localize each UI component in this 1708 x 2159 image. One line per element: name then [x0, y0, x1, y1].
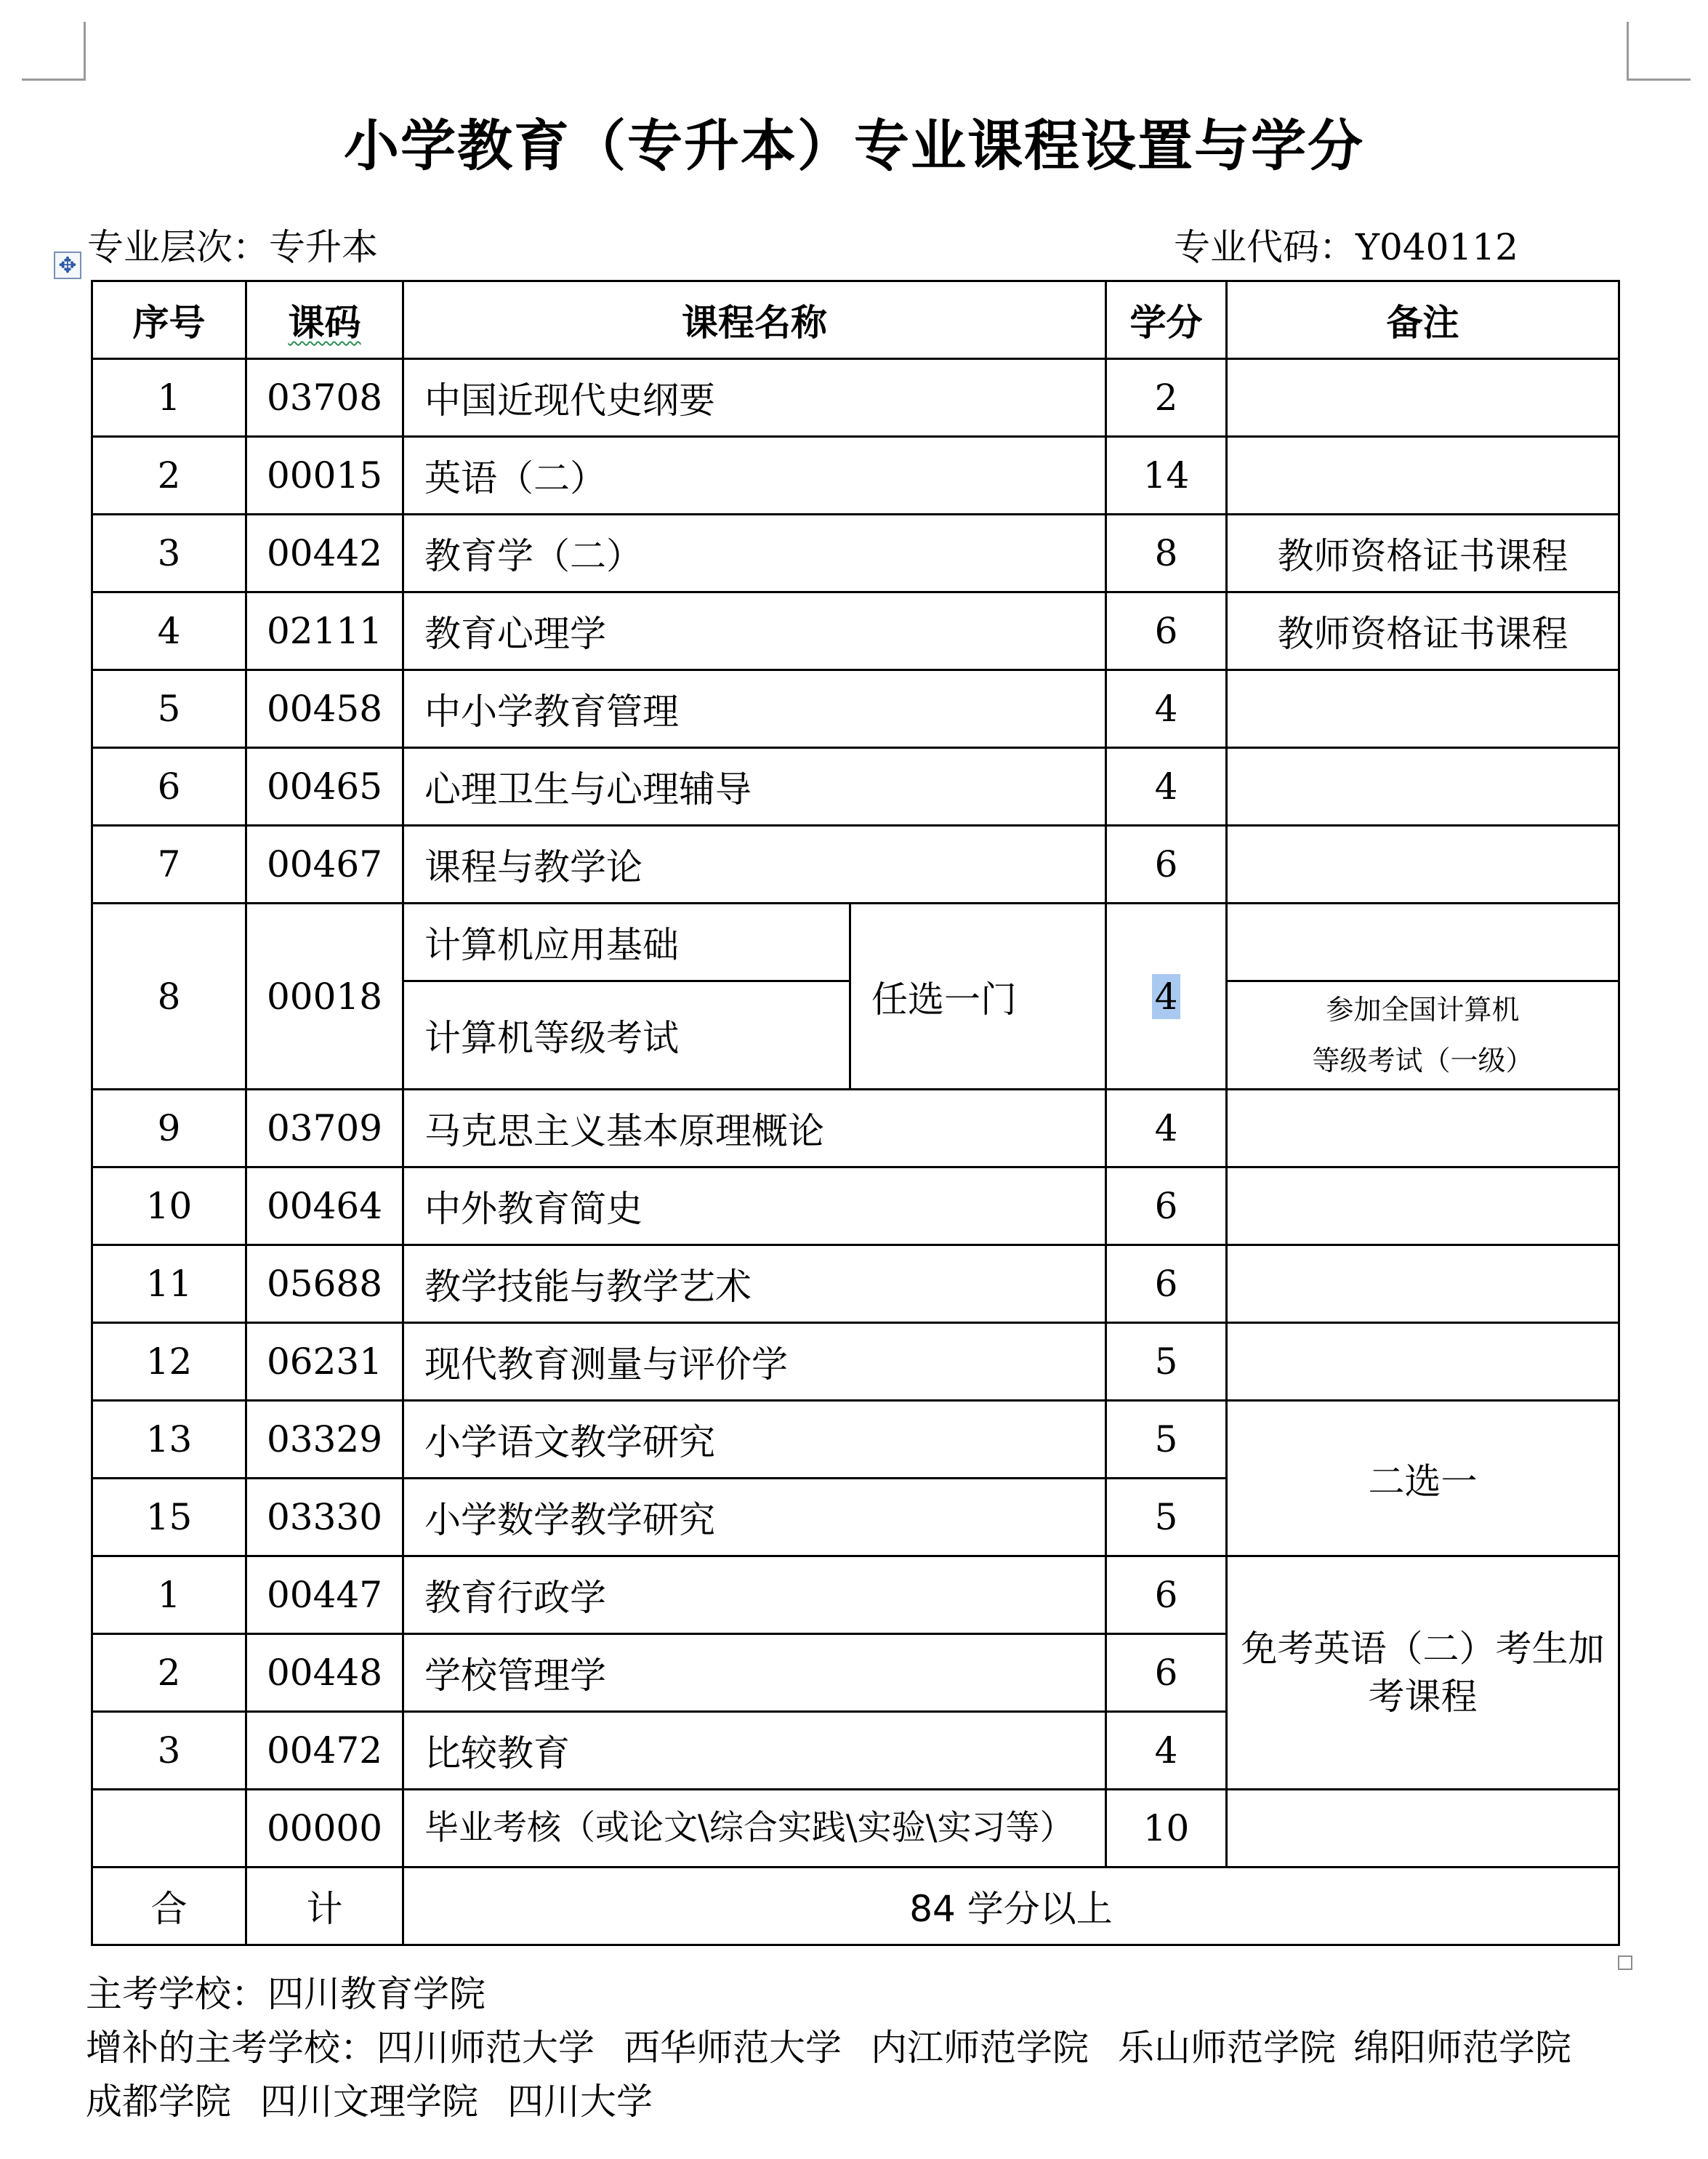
row-code: 00000: [246, 1790, 403, 1867]
row-code: 00464: [246, 1167, 403, 1245]
row-seq: 6: [92, 748, 246, 826]
course-table: [91, 280, 1620, 1946]
header-seq: 序号: [92, 281, 246, 359]
row-note: 教师资格证书课程: [1227, 515, 1619, 592]
row-seq: 7: [92, 826, 246, 904]
row-code: 02111: [246, 592, 403, 670]
row-name-option-a: 计算机应用基础: [403, 904, 850, 981]
row-seq: 9: [92, 1090, 246, 1167]
table-row: [92, 748, 1619, 826]
note-line: 参加全国计算机: [1326, 994, 1520, 1026]
row-code: 00465: [246, 748, 403, 826]
row-name: 比较教育: [403, 1712, 1106, 1790]
row-seq: 10: [92, 1167, 246, 1245]
row-seq: 2: [92, 437, 246, 515]
table-header-row: [92, 281, 1619, 359]
row-note: 教师资格证书课程: [1227, 592, 1619, 670]
row-choice-label: 任选一门: [850, 904, 1106, 1090]
row-note: [1227, 437, 1619, 515]
row-name: 中小学教育管理: [403, 670, 1106, 748]
row-credit: 6: [1106, 826, 1227, 904]
header-credit: 学分: [1106, 281, 1227, 359]
table-row: [92, 1556, 1619, 1634]
row-credit: 14: [1106, 437, 1227, 515]
row-code: 00447: [246, 1556, 403, 1634]
school-name: 四川文理学院: [260, 2080, 478, 2123]
table-row: [92, 1401, 1619, 1479]
row-note: [1227, 1167, 1619, 1245]
table-row: [92, 826, 1619, 904]
school-name: 四川师范大学: [376, 2027, 595, 2069]
row-credit: 6: [1106, 1167, 1227, 1245]
total-value: 84 学分以上: [403, 1867, 1619, 1945]
school-name: 内江师范学院: [871, 2027, 1089, 2069]
row-name: 英语（二）: [403, 437, 1106, 515]
row-name: 中外教育简史: [403, 1167, 1106, 1245]
major-code-label: 专业代码：: [1174, 226, 1355, 268]
table-row: [92, 1167, 1619, 1245]
row-seq: 5: [92, 670, 246, 748]
row-note: [1227, 1090, 1619, 1167]
header-name: 课程名称: [403, 281, 1106, 359]
row-seq: 2: [92, 1634, 246, 1712]
table-row: [92, 515, 1619, 592]
row-note: [1227, 826, 1619, 904]
row-credit: 4: [1106, 1712, 1227, 1790]
row-code: 00472: [246, 1712, 403, 1790]
school-name: 成都学院: [86, 2080, 231, 2123]
row-credit-selected: 4: [1152, 974, 1181, 1019]
row-name: 小学数学教学研究: [403, 1479, 1106, 1556]
header-note: 备注: [1227, 281, 1619, 359]
row-name: 心理卫生与心理辅导: [403, 748, 1106, 826]
school-name: 西华师范大学: [624, 2027, 842, 2069]
row-seq: 15: [92, 1479, 246, 1556]
row-code: 00018: [246, 904, 403, 1090]
major-level: 专业层次：专升本: [87, 226, 378, 268]
row-code: 03330: [246, 1479, 403, 1556]
table-row: [92, 670, 1619, 748]
row-credit: 5: [1106, 1479, 1227, 1556]
row-seq: 1: [92, 1556, 246, 1634]
row-name: 教学技能与教学艺术: [403, 1245, 1106, 1323]
row-name: 马克思主义基本原理概论: [403, 1090, 1106, 1167]
table-row-total: [92, 1867, 1619, 1945]
table-row: [92, 437, 1619, 515]
table-row: [92, 1090, 1619, 1167]
row-credit: 4: [1106, 1090, 1227, 1167]
row-credit: 5: [1106, 1323, 1227, 1401]
row-credit: 6: [1106, 1634, 1227, 1712]
row-credit: 5: [1106, 1401, 1227, 1479]
row-credit: [1106, 904, 1227, 1090]
row-name: 中国近现代史纲要: [403, 359, 1106, 437]
course-table-body: [92, 281, 1619, 1945]
table-row-graduation: [92, 1790, 1619, 1867]
row-code: 03709: [246, 1090, 403, 1167]
row-seq: 4: [92, 592, 246, 670]
row-code: 00467: [246, 826, 403, 904]
major-code-value: Y040112: [1355, 226, 1518, 268]
extra-schools-label: 增补的主考学校：: [86, 2027, 376, 2069]
row-seq: 1: [92, 359, 246, 437]
header-code: [246, 281, 403, 359]
row-note-choose-one: 二选一: [1227, 1401, 1619, 1556]
extra-schools: [86, 2021, 1627, 2128]
row-name: 教育行政学: [403, 1556, 1106, 1634]
row-note: [1227, 1790, 1619, 1867]
row-note-extra-courses: 免考英语（二）考生加考课程: [1227, 1556, 1619, 1790]
table-resize-handle-icon[interactable]: [1618, 1955, 1632, 1970]
table-move-handle-icon[interactable]: ✥: [54, 252, 81, 279]
row-code: 00015: [246, 437, 403, 515]
row-name: 小学语文教学研究: [403, 1401, 1106, 1479]
crop-mark-top-right: [1627, 22, 1691, 81]
row-name: 毕业考核（或论文\综合实践\实验\实习等）: [403, 1790, 1106, 1867]
row-code: 03708: [246, 359, 403, 437]
row-seq: [92, 1790, 246, 1867]
school-name: 四川大学: [507, 2080, 653, 2123]
row-code: 03329: [246, 1401, 403, 1479]
row-credit: 4: [1106, 748, 1227, 826]
major-code: [1174, 218, 1518, 270]
row-credit: 2: [1106, 359, 1227, 437]
row-code: 06231: [246, 1323, 403, 1401]
row-credit: 8: [1106, 515, 1227, 592]
row-code: 00442: [246, 515, 403, 592]
table-row: [92, 359, 1619, 437]
row-seq: 13: [92, 1401, 246, 1479]
table-row: [92, 1245, 1619, 1323]
row-note: [1227, 359, 1619, 437]
row-name: 学校管理学: [403, 1634, 1106, 1712]
total-label-a: 合: [92, 1867, 246, 1945]
row-name: 现代教育测量与评价学: [403, 1323, 1106, 1401]
row-note: [1227, 748, 1619, 826]
crop-mark-top-left: [22, 22, 86, 81]
row-note: [1227, 670, 1619, 748]
row-name: 教育心理学: [403, 592, 1106, 670]
row-code: 00448: [246, 1634, 403, 1712]
row-seq: 3: [92, 515, 246, 592]
header-code-text: 课码: [288, 302, 361, 344]
row-seq: 3: [92, 1712, 246, 1790]
note-line: 等级考试（一级）: [1312, 1045, 1534, 1077]
row-seq: 12: [92, 1323, 246, 1401]
main-school: 主考学校：四川教育学院: [86, 1973, 486, 2015]
row-note-option-a: [1227, 904, 1619, 981]
row-credit: 6: [1106, 592, 1227, 670]
row-name: 教育学（二）: [403, 515, 1106, 592]
row-note: [1227, 1323, 1619, 1401]
table-row: [92, 1323, 1619, 1401]
row-name: 课程与教学论: [403, 826, 1106, 904]
row-code: 05688: [246, 1245, 403, 1323]
row-note: [1227, 1245, 1619, 1323]
school-name: 乐山师范学院: [1118, 2027, 1336, 2069]
row-credit: 6: [1106, 1245, 1227, 1323]
row-credit: 10: [1106, 1790, 1227, 1867]
document-title: 小学教育（专升本）专业课程设置与学分: [344, 113, 1364, 178]
table-row-elective-a: [92, 904, 1619, 981]
row-seq: 8: [92, 904, 246, 1090]
row-name-option-b: 计算机等级考试: [403, 981, 850, 1090]
row-note-option-b: [1227, 981, 1619, 1090]
row-credit: 4: [1106, 670, 1227, 748]
table-row: [92, 592, 1619, 670]
school-name: 绵阳师范学院: [1353, 2027, 1571, 2069]
total-label-b: 计: [246, 1867, 403, 1945]
row-credit: 6: [1106, 1556, 1227, 1634]
row-code: 00458: [246, 670, 403, 748]
row-seq: 11: [92, 1245, 246, 1323]
